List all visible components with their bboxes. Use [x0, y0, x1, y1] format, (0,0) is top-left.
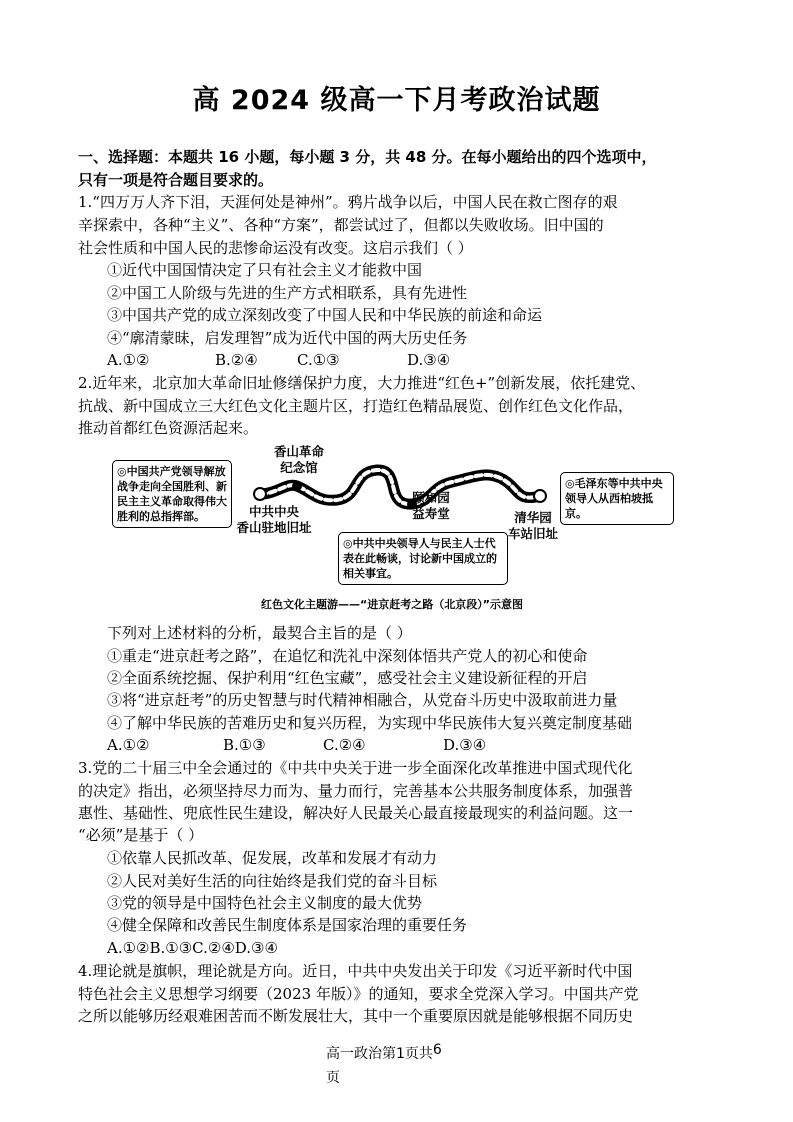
label-xiangshan-site-line2: 香山驻地旧址: [236, 520, 312, 535]
q2-item-3: ③将“进京赶考”的历史智慧与时代精神相融合，从党奋斗历史中汲取前进力量: [107, 691, 618, 709]
q3-item-4: ④健全保障和改善民生制度体系是国家治理的重要任务: [107, 916, 468, 934]
q1-stem-line3: 社会性质和中国人民的悲惨命运没有改变。这启示我们（ ）: [78, 239, 473, 257]
footer-text-a: 高一政治第: [326, 1046, 396, 1062]
q3-stem-line2: 的决定》指出，必须坚持尽力而为、量力而行，完善基本公共服务制度体系，加强普: [78, 782, 634, 800]
label-xiangshan-site: [222, 504, 326, 536]
q1-stem-line1: 1.“四万万人齐下泪，天涯何处是神州”。鸦片战争以后，中国人民在救亡图存的艰: [78, 193, 618, 211]
footer-total-pages: 6: [432, 1042, 442, 1058]
q3-stem-line3: 惠性、基础性、兜底性民生建设，解决好人民最关心最直接最现实的利益问题。这一: [78, 804, 634, 822]
section-heading-line1: 一、选择题：本题共 16 小题，每小题 3 分，共 48 分。在每小题给出的四个选项中，: [78, 148, 657, 166]
q2-stem-line3: 推动首都红色资源活起来。: [78, 419, 259, 437]
footer-text-c: 页: [326, 1070, 340, 1086]
q2-option-b[interactable]: B.①③: [223, 736, 266, 754]
q2-item-1: ①重走“进京赶考之路”，在追忆和洗礼中深刻体悟共产党人的初心和使命: [107, 647, 588, 665]
label-memorial-hall-line1: 香山革命: [273, 444, 324, 459]
q4-stem-line2: 特色社会主义思想学习纲要（2023 年版）》的通知，要求全党深入学习。中国共产党: [78, 985, 639, 1003]
q2-item-4: ④了解中华民族的苦难历史和复兴历程，为实现中华民族伟大复兴奠定制度基础: [107, 714, 633, 732]
q1-item-2: ②中国工人阶级与先进的生产方式相联系，具有先进性: [107, 284, 468, 302]
q1-option-b[interactable]: B.②④: [215, 351, 258, 369]
q2-item-2: ②全面系统挖掘、保护利用“红色宝藏”，感受社会主义建设新征程的开启: [107, 669, 588, 687]
q3-stem-line1: 3.党的二十届三中全会通过的《中共中央关于进一步全面深化改革推进中国式现代化: [78, 759, 633, 777]
q1-item-3: ③中国共产党的成立深刻改变了中国人民和中华民族的前途和命运: [107, 306, 543, 324]
footer-page-number: 1: [396, 1046, 405, 1062]
q3-options[interactable]: A.①②B.①③C.②④D.③④: [107, 939, 278, 957]
label-summer-palace: [396, 490, 466, 522]
marker-xiangshan-site: [254, 488, 266, 500]
label-tsinghua-station: [498, 510, 568, 542]
label-memorial-hall: [264, 444, 334, 476]
diagram-caption: 红色文化主题游——“进京赶考之路（北京段）”示意图: [261, 598, 523, 611]
label-memorial-hall-line2: 纪念馆: [280, 460, 318, 475]
q4-stem-line1: 4.理论就是旗帜，理论就是方向。近日，中共中央发出关于印发《习近平新时代中国: [78, 962, 633, 980]
q1-option-a[interactable]: A.①②: [107, 351, 150, 369]
q1-item-4: ④“廓清蒙昧，启发理智”成为近代中国的两大历史任务: [107, 329, 468, 347]
q1-stem-line2: 辛探索中，各种“主义”、各种“方案”，都尝试过了，但都以失败收场。旧中国的: [78, 216, 604, 234]
marker-memorial-hall: [292, 481, 302, 491]
route-diagram: [112, 442, 672, 612]
label-summer-palace-line2: 益寿堂: [412, 506, 450, 521]
q3-item-2: ②人民对美好生活的向往始终是我们党的奋斗目标: [107, 872, 438, 890]
q1-option-d[interactable]: D.③④: [407, 351, 451, 369]
q1-option-c[interactable]: C.①③: [297, 351, 340, 369]
marker-tsinghua-station: [534, 490, 546, 502]
label-tsinghua-station-line2: 车站旧址: [507, 526, 558, 541]
q1-options: [107, 349, 450, 371]
callout-left: ◎中国共产党领导解放战争走向全国胜利、新民主主义革命取得伟大胜利的总指挥部。: [112, 460, 232, 528]
q1-item-1: ①近代中国国情决定了只有社会主义才能救中国: [107, 261, 423, 279]
q3-item-3: ③党的领导是中国特色社会主义制度的最大优势: [107, 894, 423, 912]
q2-options: [107, 734, 486, 756]
q2-question: 下列对上述材料的分析，最契合主旨的是（ ）: [107, 624, 412, 642]
page-title: 高 2024 级高一下月考政治试题: [192, 85, 601, 116]
label-tsinghua-station-line1: 清华园: [514, 510, 552, 525]
label-xiangshan-site-line1: 中共中央: [248, 504, 299, 519]
q2-stem-line1: 2.近年来，北京加大革命旧址修缮保护力度，大力推进“红色+”创新发展，依托建党、: [78, 374, 646, 392]
q3-item-1: ①依靠人民抓改革、促发展，改革和发展才有动力: [107, 849, 438, 867]
q3-stem-line4: “必须”是基于（ ）: [78, 826, 204, 844]
callout-middle: ◎中共中央领导人与民主人士代表在此畅谈，讨论新中国成立的相关事宜。: [338, 532, 508, 585]
section-heading-line2: 只有一项是符合题目要求的。: [78, 171, 274, 189]
footer-text-b: 页共: [404, 1046, 433, 1062]
q4-stem-line3: 之所以能够历经艰难困苦而不断发展壮大，其中一个重要原因就是能够根据不同历史: [78, 1007, 634, 1025]
callout-right: ◎毛泽东等中共中央领导人从西柏坡抵京。: [560, 472, 674, 525]
q2-option-d[interactable]: D.③④: [443, 736, 487, 754]
page-footer: [326, 1043, 442, 1063]
q2-option-a[interactable]: A.①②: [107, 736, 150, 754]
q2-option-c[interactable]: C.②④: [323, 736, 366, 754]
label-summer-palace-line1: 颐和园: [412, 490, 450, 505]
q2-stem-line2: 抗战、新中国成立三大红色文化主题片区，打造红色精品展览、创作红色文化作品，: [78, 397, 634, 415]
